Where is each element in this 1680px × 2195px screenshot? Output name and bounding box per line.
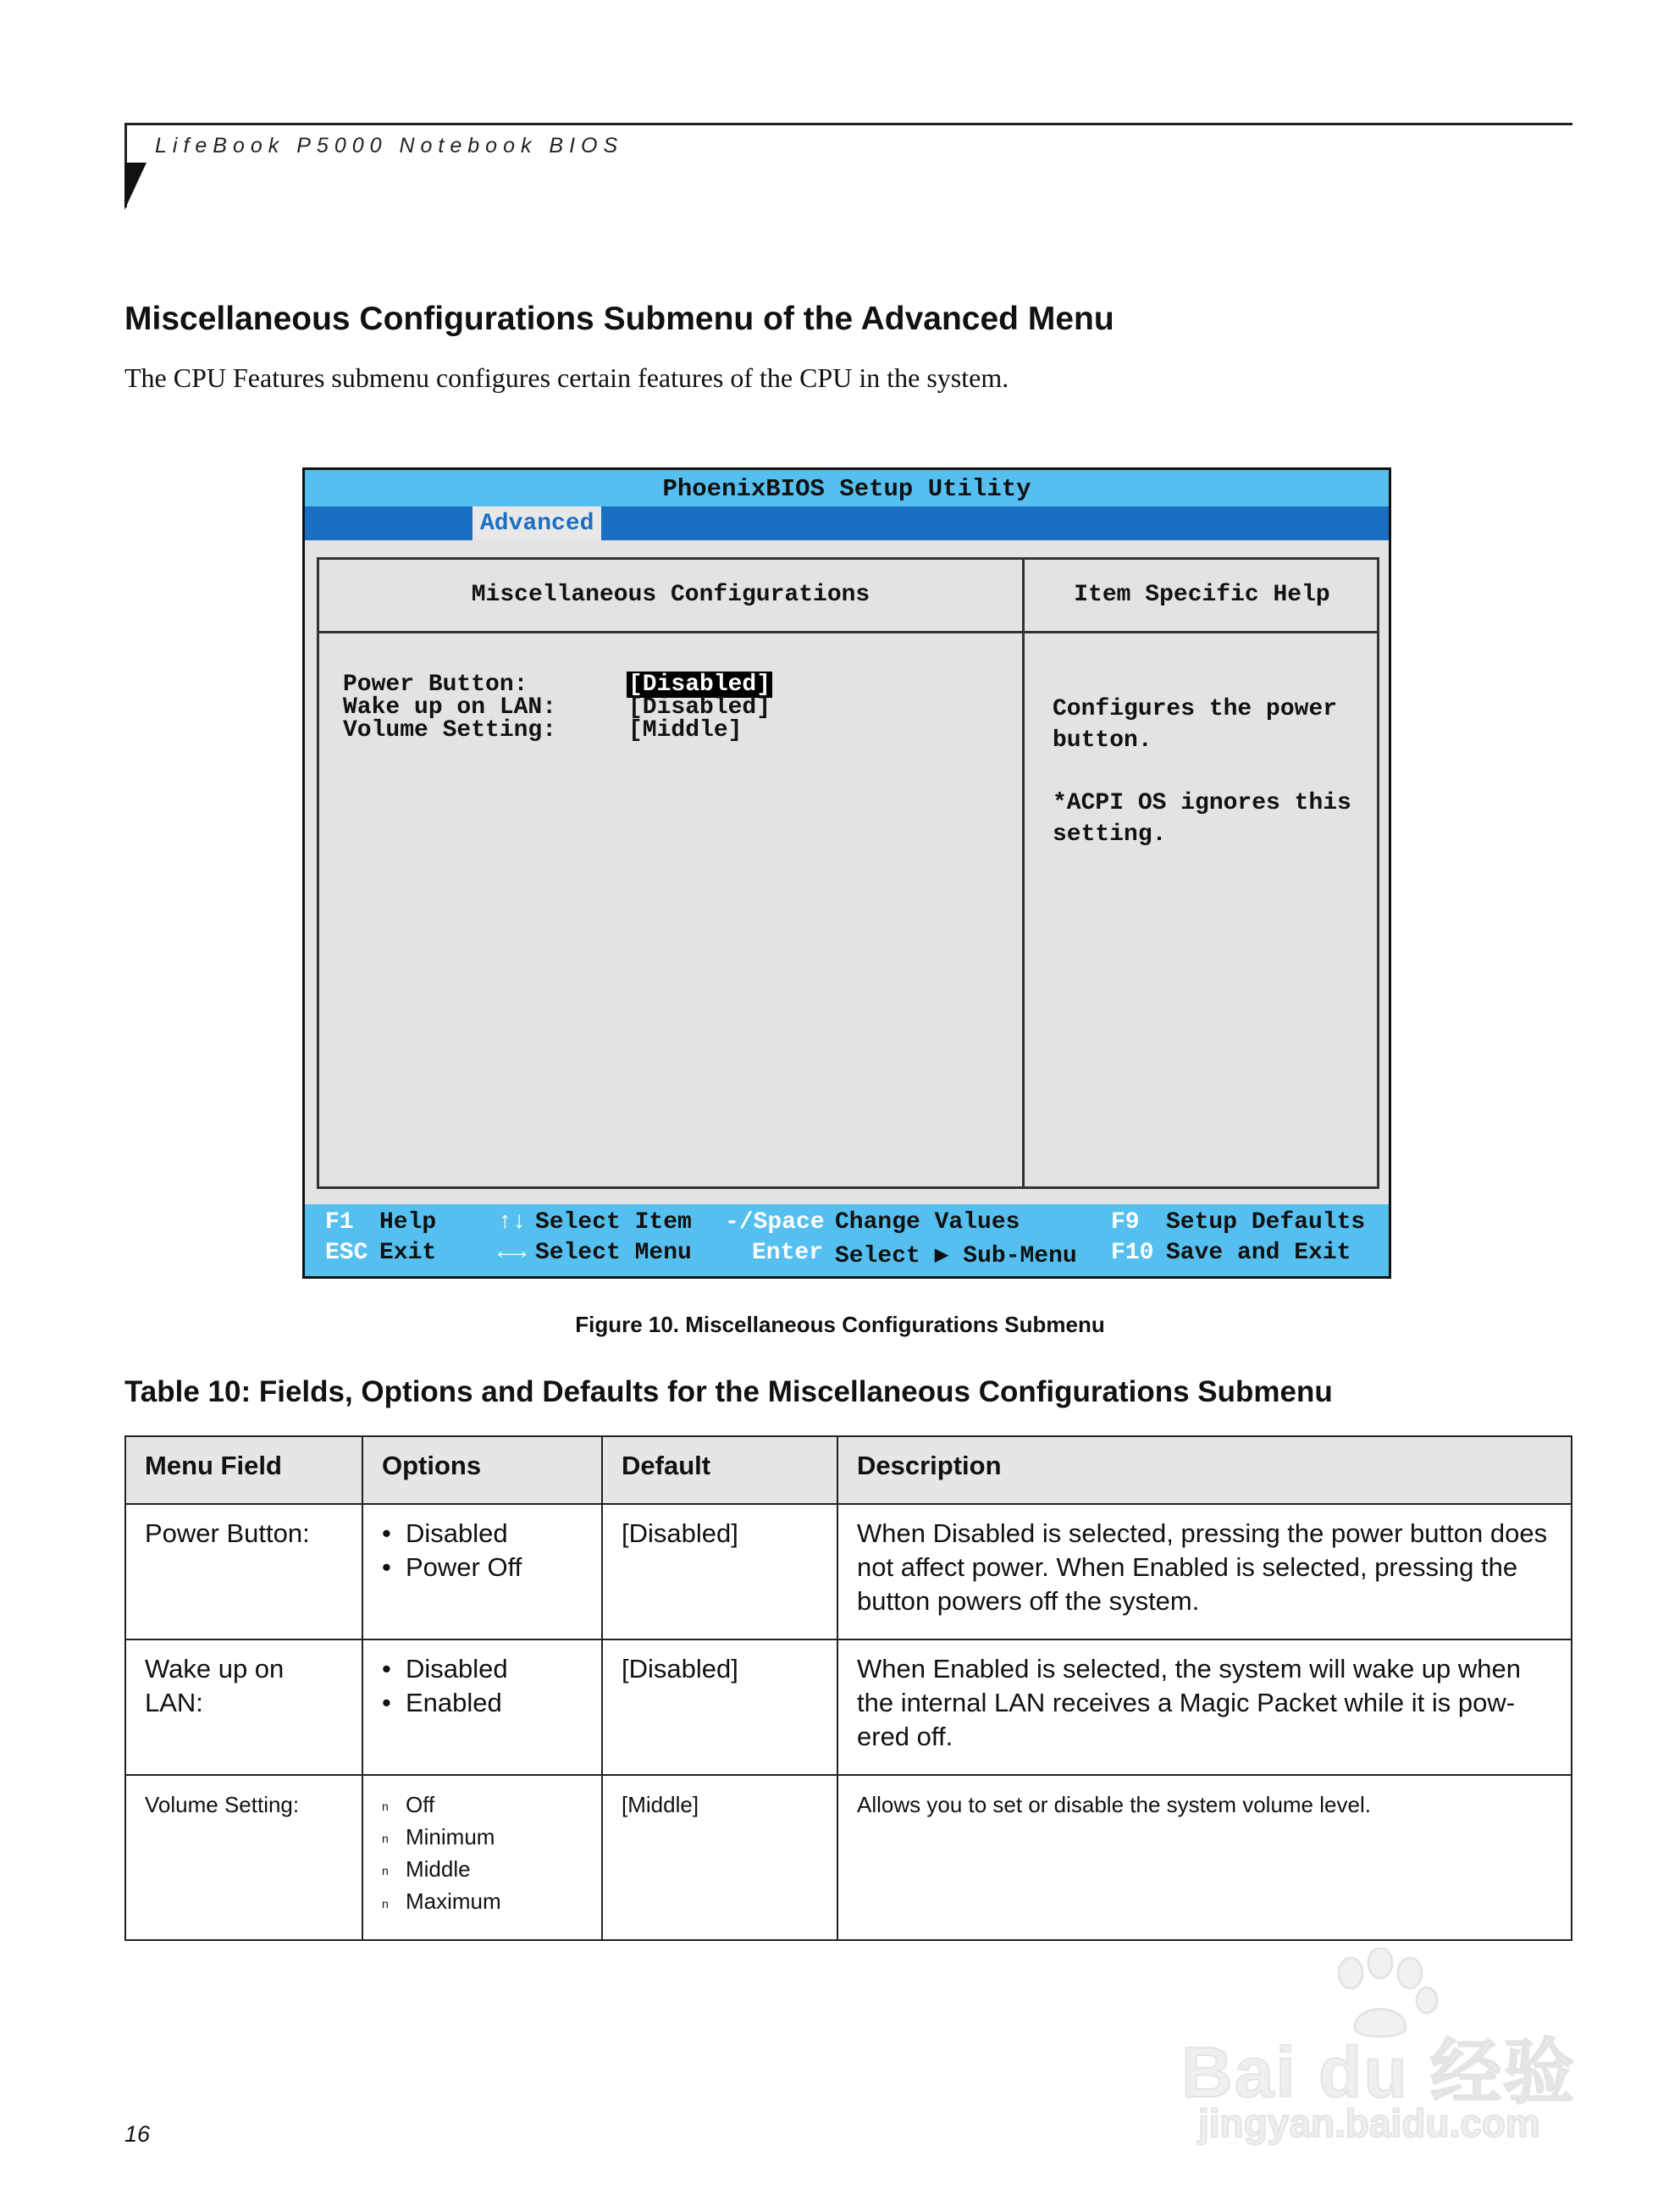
option-item: n Maximum — [382, 1886, 583, 1918]
cell-default: [Disabled] — [602, 1504, 837, 1639]
table-row — [125, 1504, 1572, 1639]
tab-advanced[interactable]: Advanced — [472, 506, 601, 540]
column-header: Menu Field — [125, 1436, 362, 1504]
section-intro: The CPU Features submenu configures certain features of the CPU in the system. — [124, 362, 1009, 393]
square-bullet-icon: n — [382, 1864, 389, 1878]
bios-item-value[interactable]: [Disabled] — [628, 672, 771, 698]
bios-column-divider — [1022, 560, 1025, 1186]
cell-options — [362, 1639, 602, 1775]
bios-panel-title: Miscellaneous Configurations — [471, 582, 870, 608]
bullet-icon: • — [382, 1518, 391, 1548]
cell-description: Allows you to set or disable the system volume level. — [837, 1775, 1572, 1940]
option-item: • Disabled — [382, 1652, 583, 1686]
enter-key: Enter — [752, 1240, 824, 1266]
f10-key: F10 — [1111, 1240, 1154, 1266]
bios-menu-bar — [305, 506, 1389, 540]
table-header-row — [125, 1436, 1572, 1504]
cell-description: When Enabled is selected, the system will wake up when the internal LAN receives a Magic Packet while it is pow-ered off. — [837, 1639, 1572, 1775]
table-row — [125, 1639, 1572, 1775]
section-title: Miscellaneous Configurations Submenu of the Advanced Menu — [124, 301, 1114, 337]
option-item: n Minimum — [382, 1822, 583, 1854]
cell-options — [362, 1504, 602, 1639]
square-bullet-icon: n — [382, 1896, 389, 1910]
bios-item-value[interactable]: [Middle] — [628, 717, 743, 744]
bios-item-value[interactable]: [Disabled] — [628, 694, 771, 721]
minus-action: Change Values — [835, 1209, 1020, 1236]
watermark-url: jingyan.baidu.com — [1198, 2101, 1540, 2145]
f9-action: Setup Defaults — [1166, 1209, 1366, 1236]
column-header: Options — [362, 1436, 602, 1504]
bios-item-label: Power Button: — [343, 672, 528, 698]
bios-item-label: Volume Setting: — [343, 717, 557, 744]
esc-key: ESC — [325, 1240, 368, 1266]
figure-caption: Figure 10. Miscellaneous Configurations Submenu — [575, 1312, 1105, 1337]
options-table — [124, 1435, 1572, 1941]
header-corner-mark — [124, 163, 146, 210]
table-title: Table 10: Fields, Options and Defaults for the Miscellaneous Configurations Submenu — [124, 1375, 1333, 1408]
f10-action: Save and Exit — [1166, 1240, 1351, 1266]
bios-header-divider — [319, 631, 1377, 633]
option-item: • Enabled — [382, 1686, 583, 1720]
minus-space-key: -/Space — [725, 1209, 825, 1236]
column-header: Default — [602, 1436, 837, 1504]
running-title: LifeBook P5000 Notebook BIOS — [155, 134, 624, 158]
option-item: n Middle — [382, 1854, 583, 1886]
watermark-brand: Bai du 经验 — [1181, 2032, 1577, 2112]
cell-default: [Disabled] — [602, 1639, 837, 1775]
header-rule — [124, 123, 1572, 125]
option-item: • Power Off — [382, 1551, 583, 1584]
bios-item-label: Wake up on LAN: — [343, 694, 557, 721]
esc-action: Exit — [379, 1240, 437, 1266]
leftright-action: Select Menu — [535, 1240, 692, 1266]
updown-action: Select Item — [535, 1209, 692, 1236]
cell-default: [Middle] — [602, 1775, 837, 1940]
bullet-icon: • — [382, 1654, 391, 1684]
table-row — [125, 1775, 1572, 1940]
up-down-arrows-icon: ↑↓ — [498, 1209, 527, 1236]
left-right-arrows-icon: ←→ — [498, 1240, 527, 1266]
square-bullet-icon: n — [382, 1800, 389, 1814]
bios-body — [305, 540, 1389, 1209]
bios-help-text: Configures the power button. *ACPI OS ignores this setting. — [1053, 696, 1351, 848]
bios-frame — [317, 557, 1379, 1189]
column-header: Description — [837, 1436, 1572, 1504]
baidu-watermark — [1181, 1948, 1605, 2145]
option-item: n Off — [382, 1789, 583, 1822]
page-number: 16 — [124, 2121, 151, 2147]
cell-field: Volume Setting: — [125, 1775, 362, 1940]
bullet-icon: • — [382, 1552, 391, 1582]
cell-field: Wake up on LAN: — [125, 1639, 362, 1775]
bios-screenshot — [302, 467, 1391, 1279]
bios-item-volume-setting[interactable] — [343, 717, 743, 744]
f9-key: F9 — [1111, 1209, 1140, 1236]
cell-description: When Disabled is selected, pressing the power button does not affect power. When Enabled is selected, pressing the button powers off the system. — [837, 1504, 1572, 1639]
cell-field: Power Button: — [125, 1504, 362, 1639]
bios-title-bar: PhoenixBIOS Setup Utility — [305, 470, 1389, 506]
bios-footer — [305, 1204, 1389, 1276]
option-item: • Disabled — [382, 1517, 583, 1551]
f1-action: Help — [379, 1209, 437, 1236]
f1-key: F1 — [325, 1209, 354, 1236]
square-bullet-icon: n — [382, 1832, 389, 1846]
bullet-icon: • — [382, 1688, 391, 1717]
bios-help-title: Item Specific Help — [1074, 582, 1330, 608]
cell-options — [362, 1775, 602, 1940]
enter-action: Select ▶ Sub-Menu — [835, 1243, 1077, 1269]
